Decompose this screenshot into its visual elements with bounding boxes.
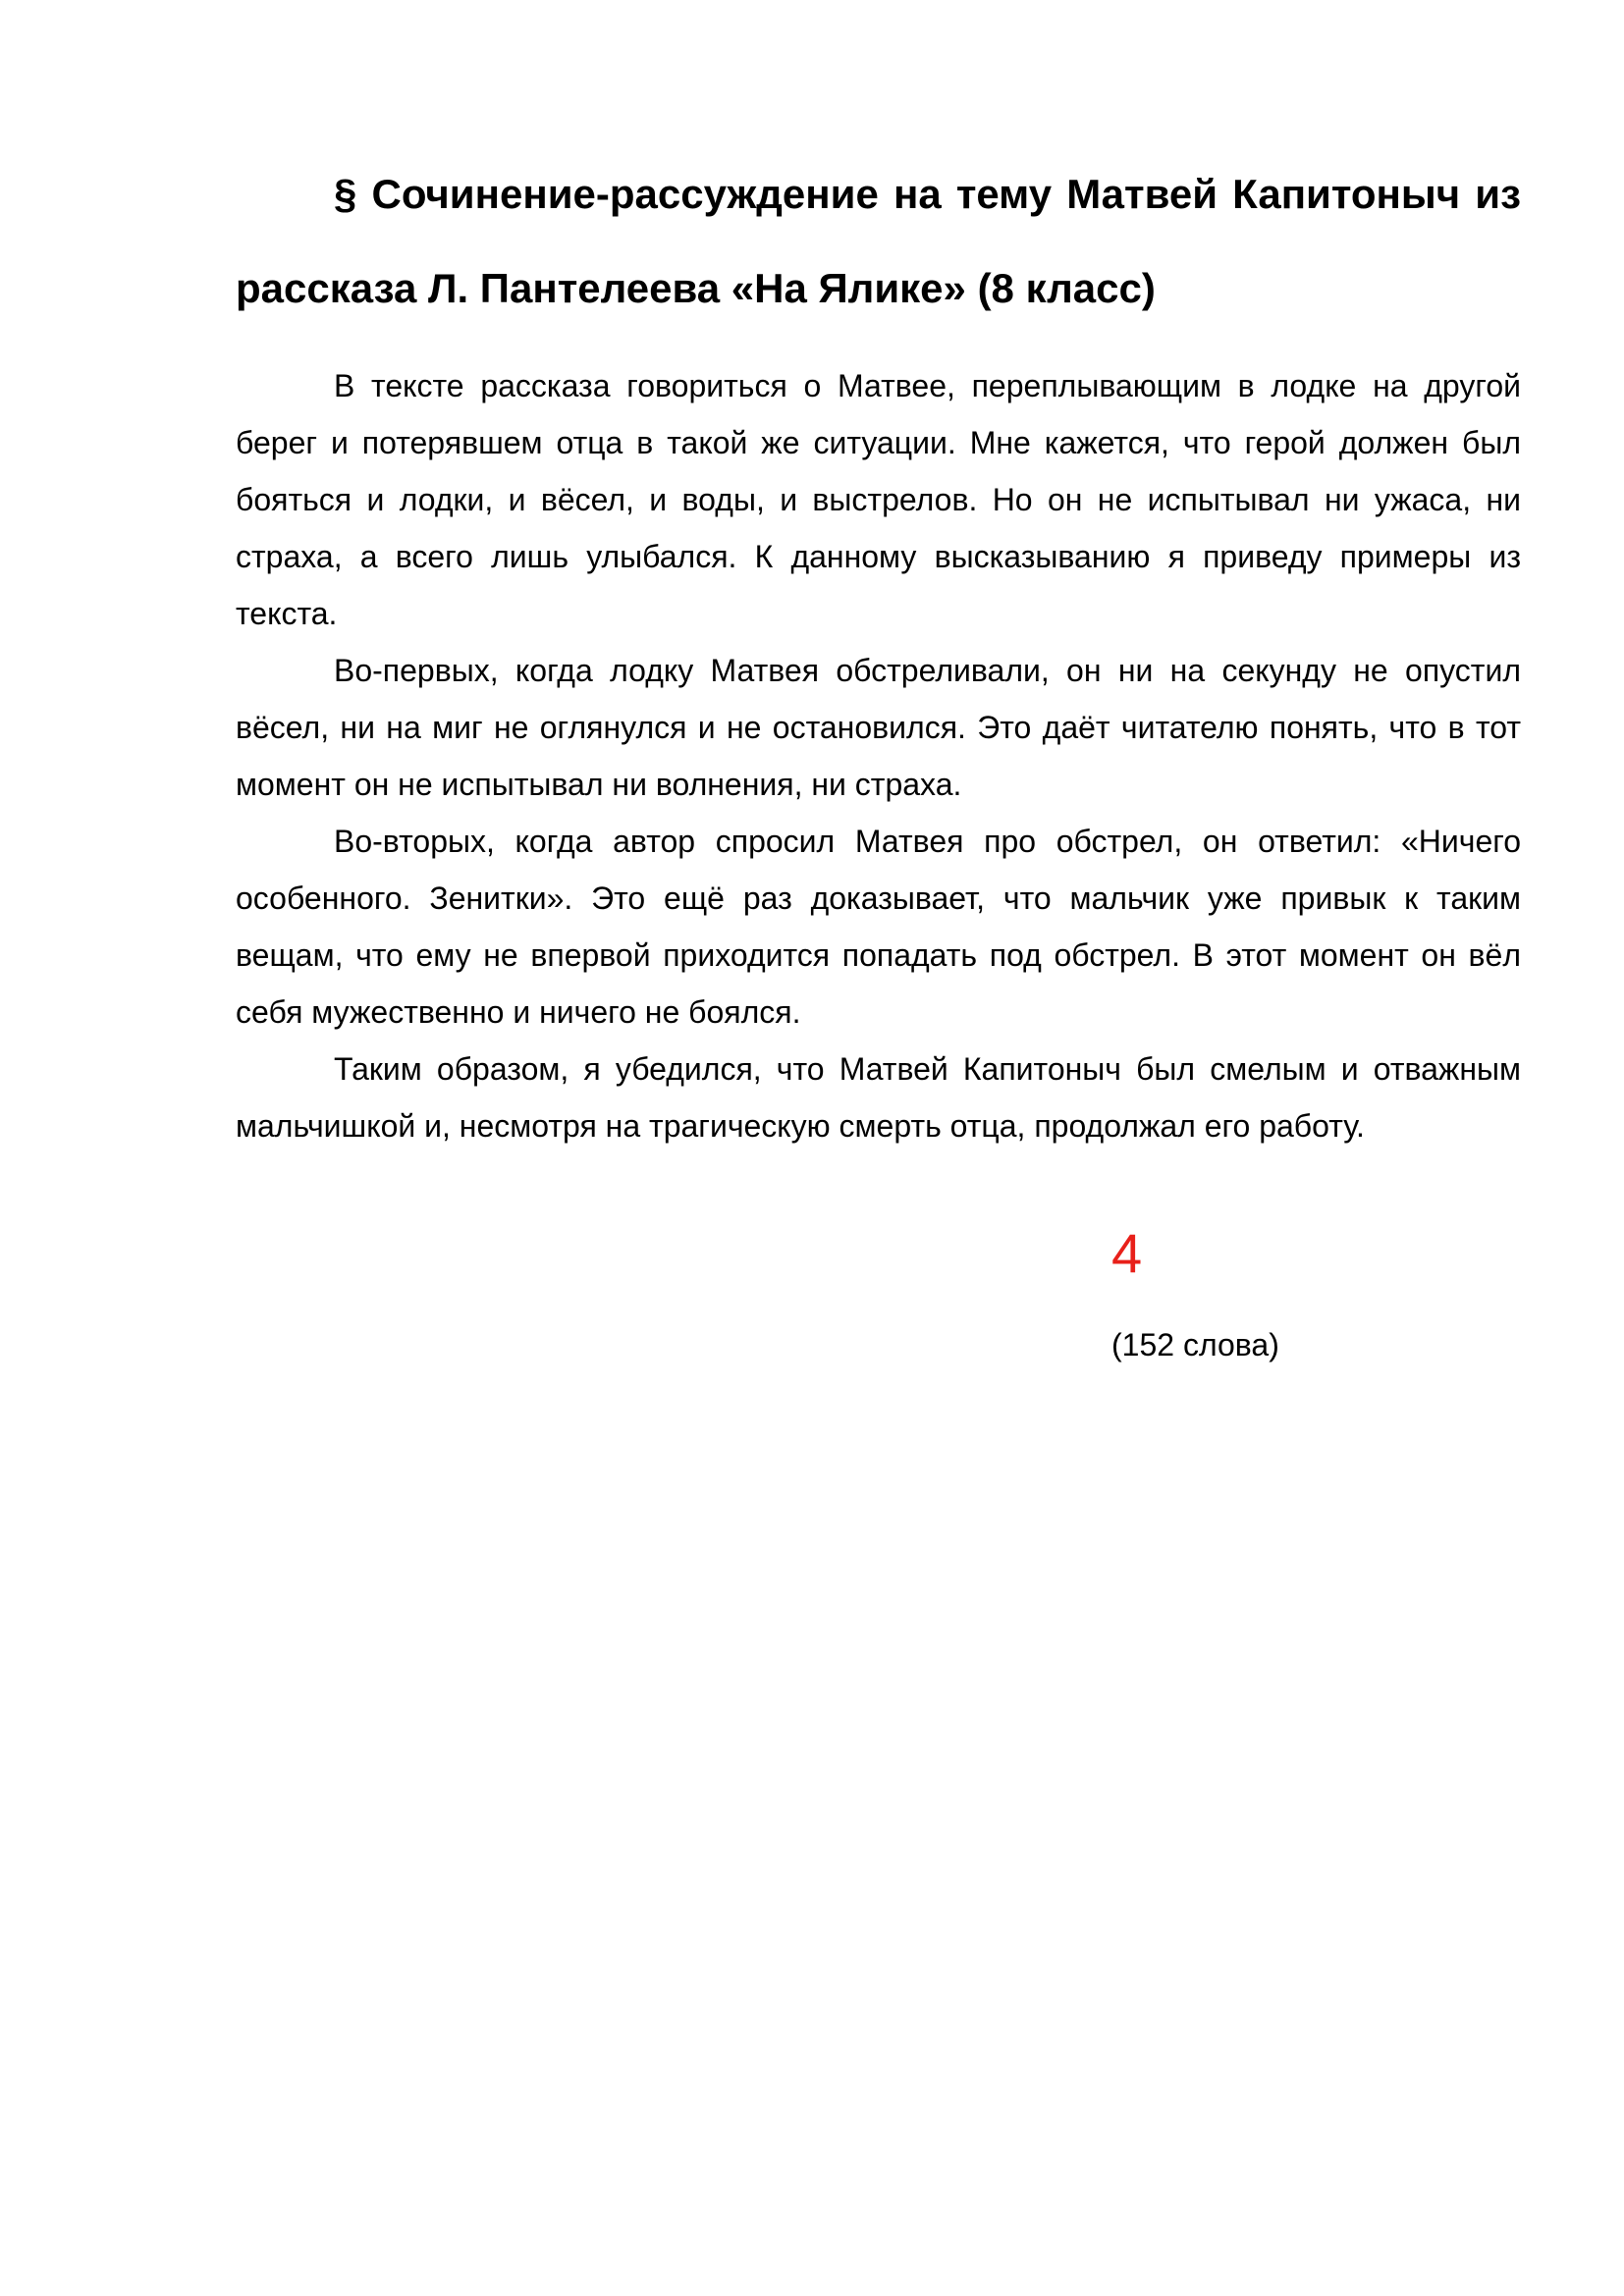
essay-title: § Сочинение-рассуждение на тему Матвей Капитоныч из рассказа Л. Пантелеева «На Ялике» (8 класс) [236,171,1521,311]
word-count: (152 слова) [1111,1327,1279,1362]
paragraph-second-argument: Во-вторых, когда автор спросил Матвея про обстрел, он ответил: «Ничего особенного. Зенитки». Это ещё раз доказывает, что мальчик уже привык к таким вещам, что ему не впервой приходится попадать под обстрел. В этот момент он вёл себя мужественно и ничего не боялся. [236,824,1521,1030]
paragraph-conclusion: Таким образом, я убедился, что Матвей Капитоныч был смелым и отважным мальчишкой и, несмотря на трагическую смерть отца, продолжал его работу. [236,1051,1521,1144]
grade-mark: 4 [1111,1222,1143,1284]
essay-body [236,357,1521,1154]
paragraph-first-argument: Во-первых, когда лодку Матвея обстреливали, он ни на секунду не опустил вёсел, ни на миг не оглянулся и не остановился. Это даёт читателю понять, что в тот момент он не испытывал ни волнения, ни страха. [236,653,1521,802]
paragraph-intro: В тексте рассказа говориться о Матвее, переплывающим в лодке на другой берег и потерявшем отца в такой же ситуации. Мне кажется, что герой должен был бояться и лодки, и вёсел, и воды, и выстрелов. Но он не испытывал ни ужаса, ни страха, а всего лишь улыбался. К данному высказыванию я приведу примеры из текста. [236,368,1521,631]
